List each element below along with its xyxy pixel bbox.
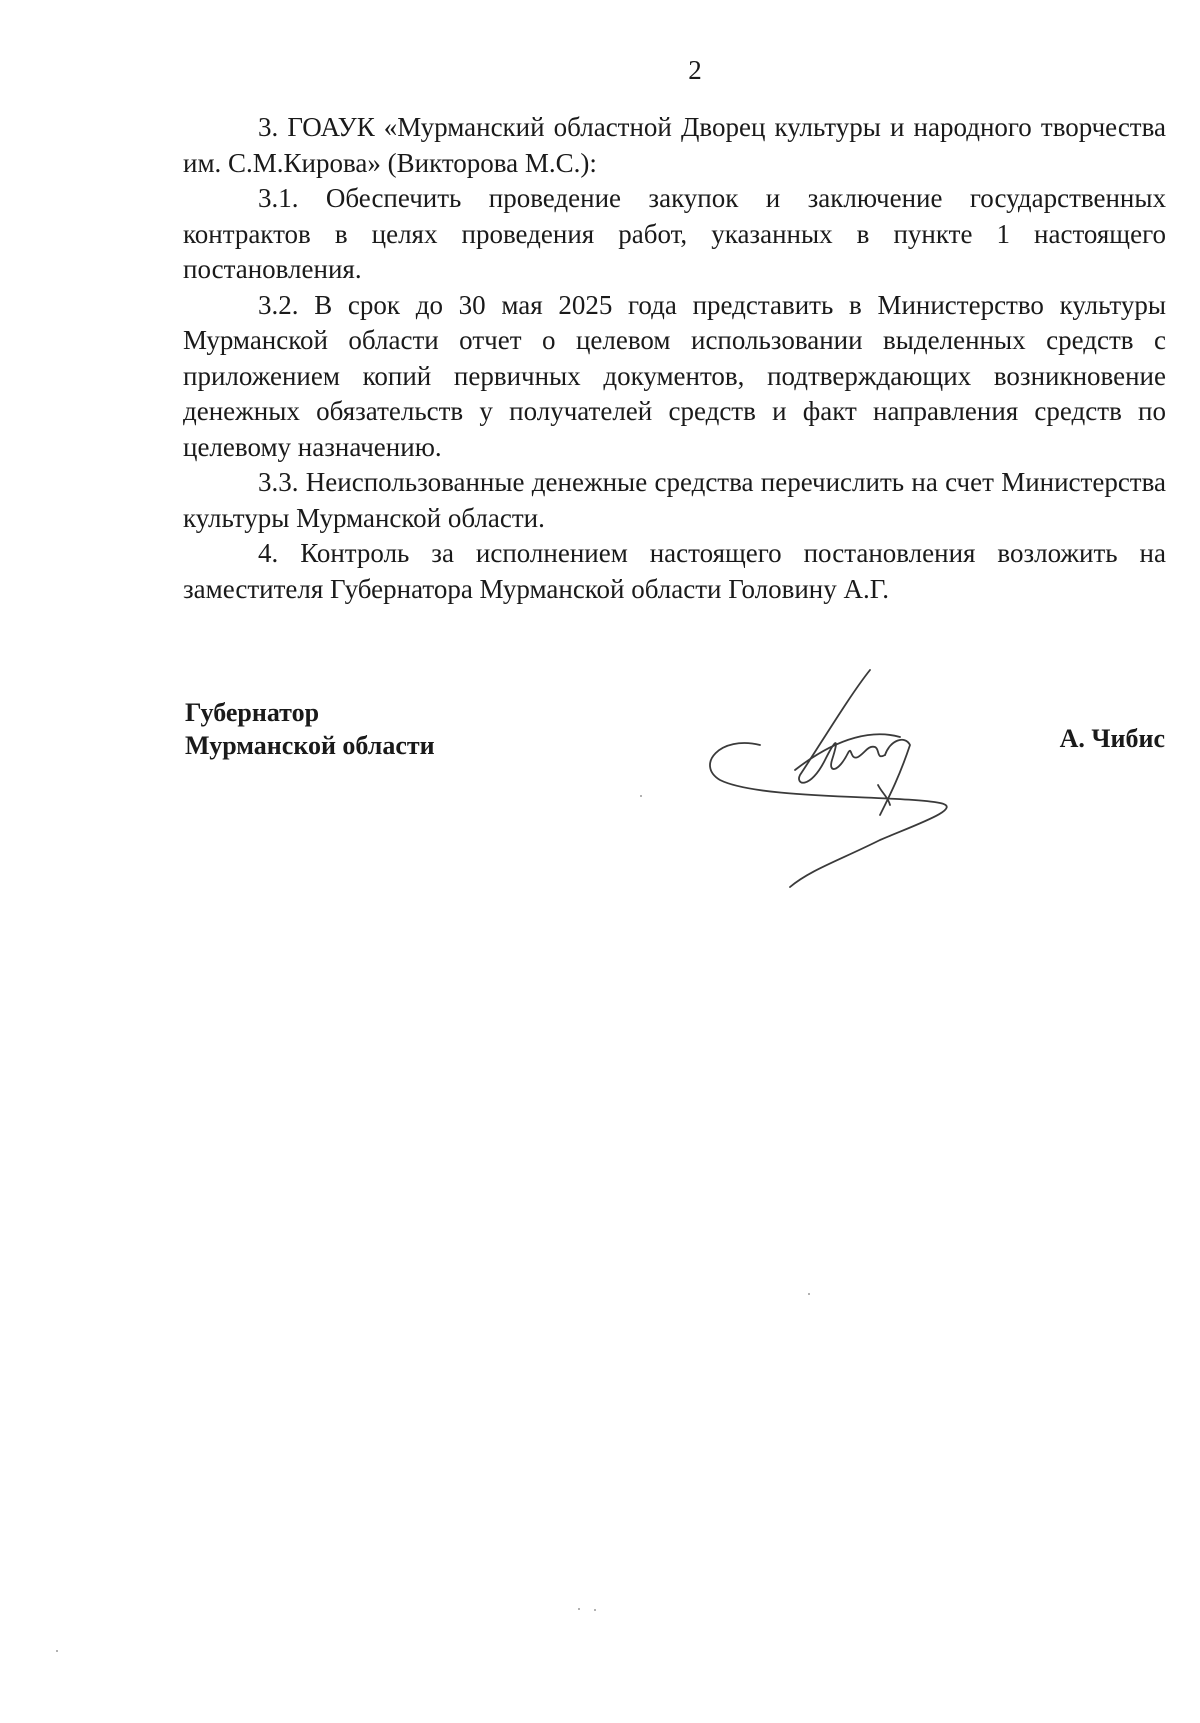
paragraph-3-2: 3.2. В срок до 30 мая 2025 года представить в Министерство культуры Мурманской области отчет о целевом использовании выделенных средств с приложением копий первичных документов, подтверждающих возникновение денежных обязательств у получателей средств и факт направления средств по целевому назначению. xyxy=(183,289,1166,462)
signatory-title xyxy=(185,696,435,762)
page-number: 2 xyxy=(688,55,702,85)
scan-speck xyxy=(578,1608,580,1610)
scan-speck xyxy=(594,1609,596,1611)
scan-speck xyxy=(808,1293,810,1295)
signatory-name: А. Чибис xyxy=(1059,724,1165,753)
signatory-title-line2: Мурманской области xyxy=(185,731,435,760)
document-body xyxy=(183,110,1166,607)
signatory-title-line1: Губернатор xyxy=(185,698,320,727)
paragraph-4: 4. Контроль за исполнением настоящего постановления возложить на заместителя Губернатора Мурманской области Головину А.Г. xyxy=(183,538,1166,604)
paragraph-3-1: 3.1. Обеспечить проведение закупок и заключение государственных контрактов в целях проведения работ, указанных в пункте 1 настоящего постановления. xyxy=(183,183,1166,284)
scan-speck xyxy=(56,1650,58,1652)
scan-speck xyxy=(640,795,642,797)
paragraph-3-3: 3.3. Неиспользованные денежные средства перечислить на счет Министерства культуры Мурманской области. xyxy=(183,467,1166,533)
paragraph-3: 3. ГОАУК «Мурманский областной Дворец культуры и народного творчества им. С.М.Кирова» (Викторова М.С.): xyxy=(183,112,1166,178)
handwritten-signature xyxy=(700,665,1000,890)
